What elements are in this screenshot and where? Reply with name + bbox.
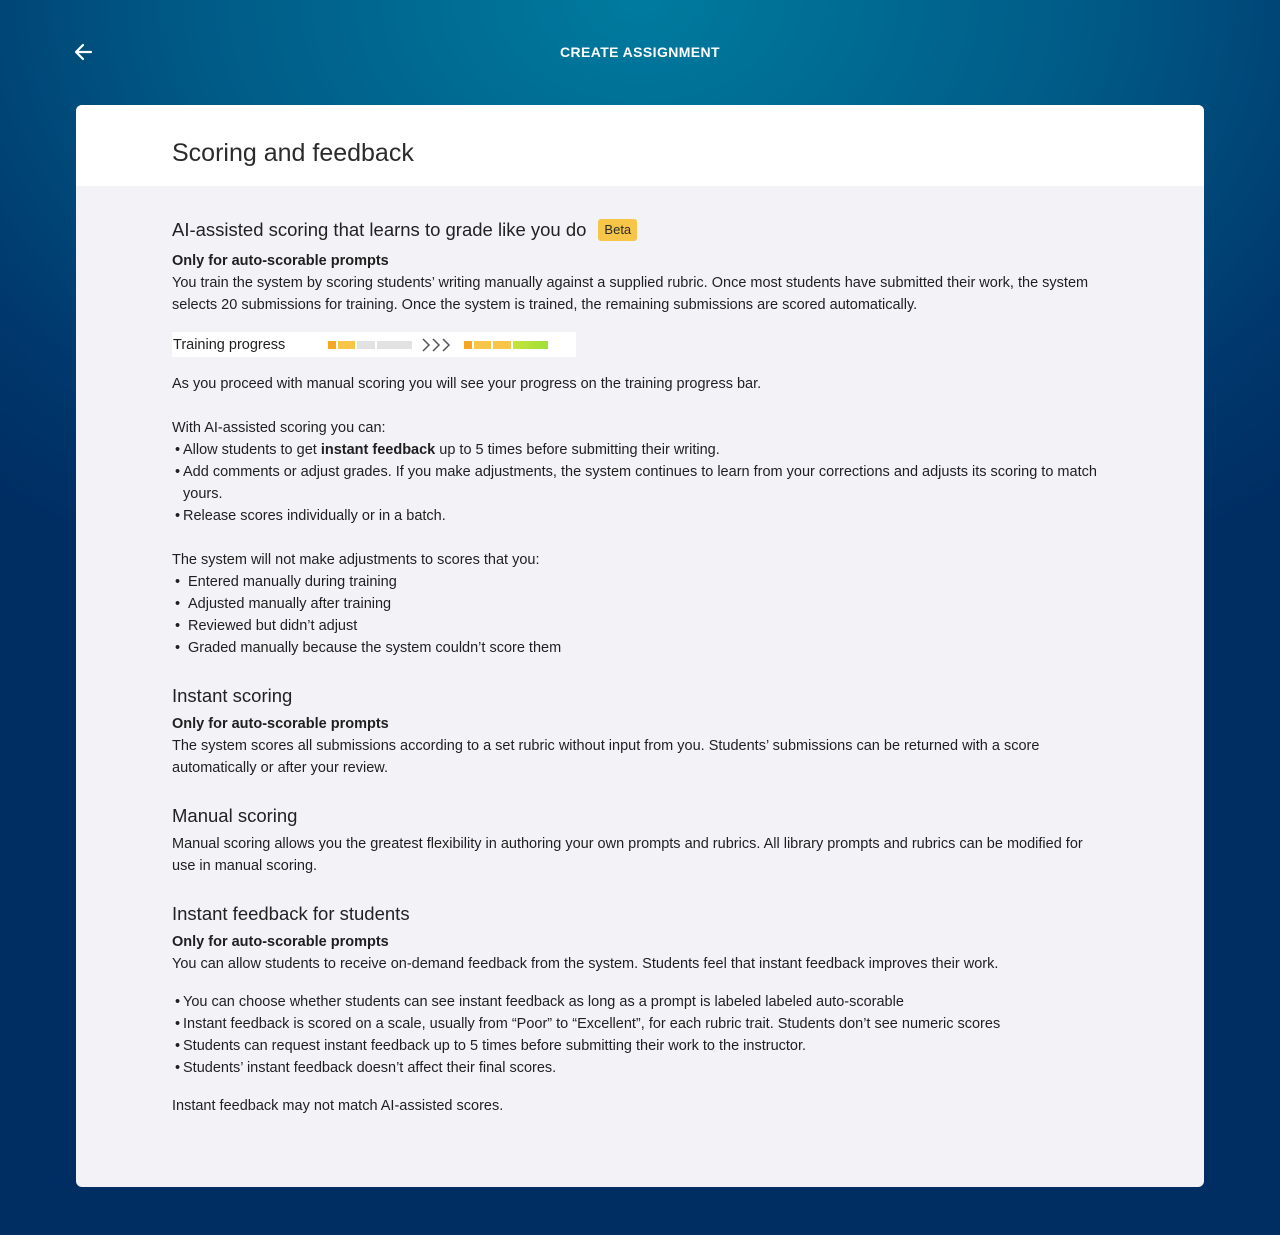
list-item: • Students can request instant feedback up to 5 times before submitting their work to the instructor. <box>172 1035 1102 1057</box>
training-bar-end <box>464 341 548 349</box>
ai-scoring-subheading: Only for auto-scorable prompts <box>172 253 389 269</box>
list-item: • Students’ instant feedback doesn’t affect their final scores. <box>172 1057 1102 1079</box>
training-bar-start <box>328 341 412 349</box>
manual-scoring-heading: Manual scoring <box>172 805 298 826</box>
bar-segment <box>338 341 355 349</box>
can-list <box>172 439 1102 527</box>
card-content <box>172 186 1102 1117</box>
instant-feedback-heading: Instant feedback for students <box>172 903 410 924</box>
instant-scoring-description: The system scores all submissions according to a set rubric without input from you. Students’ submissions can be returned with a score automatically or after your review. <box>172 738 1040 776</box>
list-item: • Instant feedback is scored on a scale, usually from “Poor” to “Excellent”, for each rubric trait. Students don’t see numeric scores <box>172 1013 1102 1035</box>
manual-scoring-description: Manual scoring allows you the greatest flexibility in authoring your own prompts and rubrics. All library prompts and rubrics can be modified for use in manual scoring. <box>172 836 1083 874</box>
list-item-text: Allow students to get <box>183 442 321 458</box>
ai-scoring-section <box>172 218 1102 659</box>
list-item <box>172 461 1102 505</box>
ai-scoring-description: You train the system by scoring students’ writing manually against a supplied rubric. Once most students have submitted their work, the system selects 20 submissions for training. Once the system is trained, the remaining submissions are scored automatically. <box>172 275 1089 313</box>
chevrons-right-icon <box>421 337 455 353</box>
instant-scoring-subheading: Only for auto-scorable prompts <box>172 716 389 732</box>
card-header <box>76 105 1204 186</box>
list-item <box>172 505 1102 527</box>
no-adjust-intro: The system will not make adjustments to scores that you: <box>172 552 540 568</box>
instant-feedback-section <box>172 902 1102 1117</box>
list-item: • Reviewed but didn’t adjust <box>172 615 1102 637</box>
bar-segment <box>513 341 548 349</box>
instant-feedback-description: You can allow students to receive on-demand feedback from the system. Students feel that instant feedback improves their work. <box>172 956 999 972</box>
list-item-text: up to 5 times before submitting their writing. <box>435 442 720 458</box>
bar-segment <box>464 341 472 349</box>
instant-feedback-note: Instant feedback may not match AI-assisted scores. <box>172 1098 504 1114</box>
list-item: • You can choose whether students can see instant feedback as long as a prompt is labeled labeled auto-scorable <box>172 991 1102 1013</box>
instant-feedback-list <box>172 991 1102 1079</box>
card-title: Scoring and feedback <box>172 139 414 167</box>
list-item: • Graded manually because the system couldn’t score them <box>172 637 1102 659</box>
top-bar <box>0 0 1280 105</box>
manual-scoring-section <box>172 804 1102 877</box>
ai-scoring-heading: AI-assisted scoring that learns to grade like you do <box>172 219 587 240</box>
progress-arrows <box>412 337 464 353</box>
bar-segment <box>328 341 336 349</box>
list-item: • Entered manually during training <box>172 571 1102 593</box>
instant-feedback-subheading: Only for auto-scorable prompts <box>172 934 389 950</box>
bar-segment <box>474 341 491 349</box>
no-adjust-list <box>172 571 1102 659</box>
instant-scoring-section <box>172 684 1102 779</box>
list-item <box>172 439 1102 461</box>
list-item-text: Add comments or adjust grades. If you make adjustments, the system continues to learn from your corrections and adjusts its scoring to match yours. <box>183 464 1097 502</box>
scoring-feedback-card <box>76 105 1204 1187</box>
ai-scoring-heading-row <box>172 218 1102 242</box>
training-progress-example <box>172 332 576 357</box>
page-title: CREATE ASSIGNMENT <box>559 44 721 60</box>
list-item-bold: instant feedback <box>320 442 436 458</box>
list-item: • Adjusted manually after training <box>172 593 1102 615</box>
training-progress-label: Training progress <box>173 336 286 353</box>
list-item-text: Release scores individually or in a batch. <box>183 508 446 524</box>
bar-segment <box>493 341 511 349</box>
beta-badge: Beta <box>598 219 637 241</box>
instant-scoring-heading: Instant scoring <box>172 685 293 706</box>
progress-note: As you proceed with manual scoring you will see your progress on the training progress bar. <box>172 376 762 392</box>
can-intro: With AI-assisted scoring you can: <box>172 420 386 436</box>
bar-segment <box>357 341 375 349</box>
bar-segment <box>377 341 412 349</box>
